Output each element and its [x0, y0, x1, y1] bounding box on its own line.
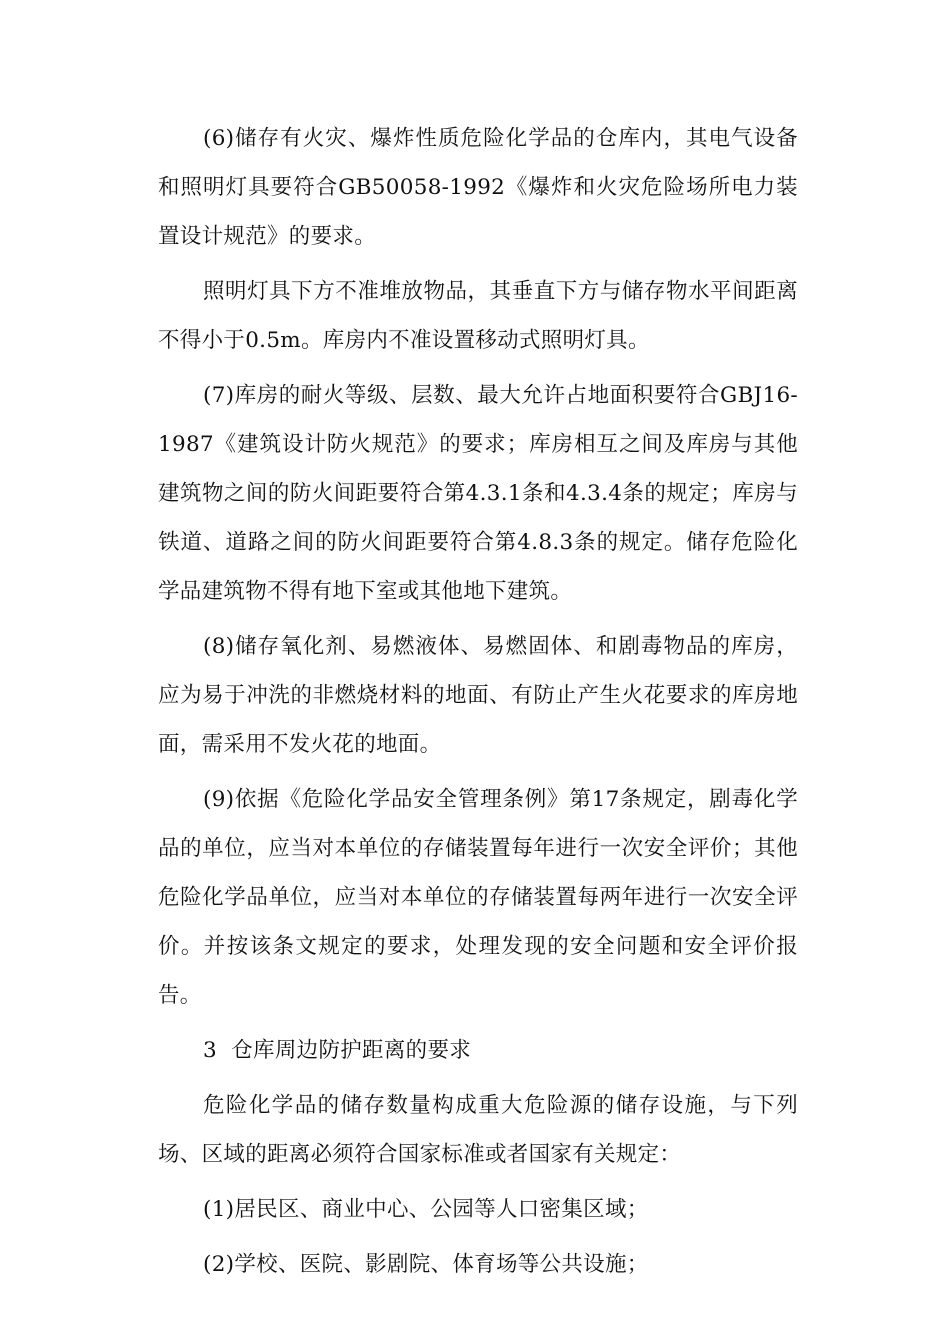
paragraph-distance-requirements: 危险化学品的储存数量构成重大危险源的储存设施，与下列场、区域的距离必须符合国家标准或者国家有关规定：: [158, 1093, 798, 1167]
list-item-2: (2)学校、医院、影剧院、体育场等公共设施；: [203, 1252, 649, 1277]
paragraph-8-floor: (8)储存氧化剂、易燃液体、易燃固体、和剧毒物品的库房，应为易于冲洗的非燃烧材料的地面、有防止产生火花要求的库房地面，需采用不发火花的地面。: [158, 634, 798, 757]
list-item-1: (1)居民区、商业中心、公园等人口密集区域；: [203, 1197, 649, 1222]
paragraph-9-safety-evaluation: (9)依据《危险化学品安全管理条例》第17条规定，剧毒化学品的单位，应当对本单位的存储装置每年进行一次安全评价；其他危险化学品单位，应当对本单位的存储装置每两年进行一次安全评价。并按该条文规定的要求，处理发现的安全问题和安全评价报告。: [158, 787, 798, 1008]
paragraph-6-electrical: (6)储存有火灾、爆炸性质危险化学品的仓库内，其电气设备和照明灯具要符合GB50058-1992《爆炸和火灾危险场所电力装置设计规范》的要求。: [158, 126, 798, 249]
paragraph-7-fire-rating: (7)库房的耐火等级、层数、最大允许占地面积要符合GBJ16-1987《建筑设计防火规范》的要求；库房相互之间及库房与其他建筑物之间的防火间距要符合第4.3.1条和4.3.4条的规定；库房与铁道、道路之间的防火间距要符合第4.8.3条的规定。储存危险化学品建筑物不得有地下室或其他地下建筑。: [158, 383, 798, 604]
section-heading-3: 3 仓库周边防护距离的要求: [203, 1038, 472, 1063]
document-page: [158, 114, 798, 1295]
paragraph-lighting-distance: 照明灯具下方不准堆放物品，其垂直下方与储存物水平间距离不得小于0.5m。库房内不准设置移动式照明灯具。: [158, 279, 798, 353]
